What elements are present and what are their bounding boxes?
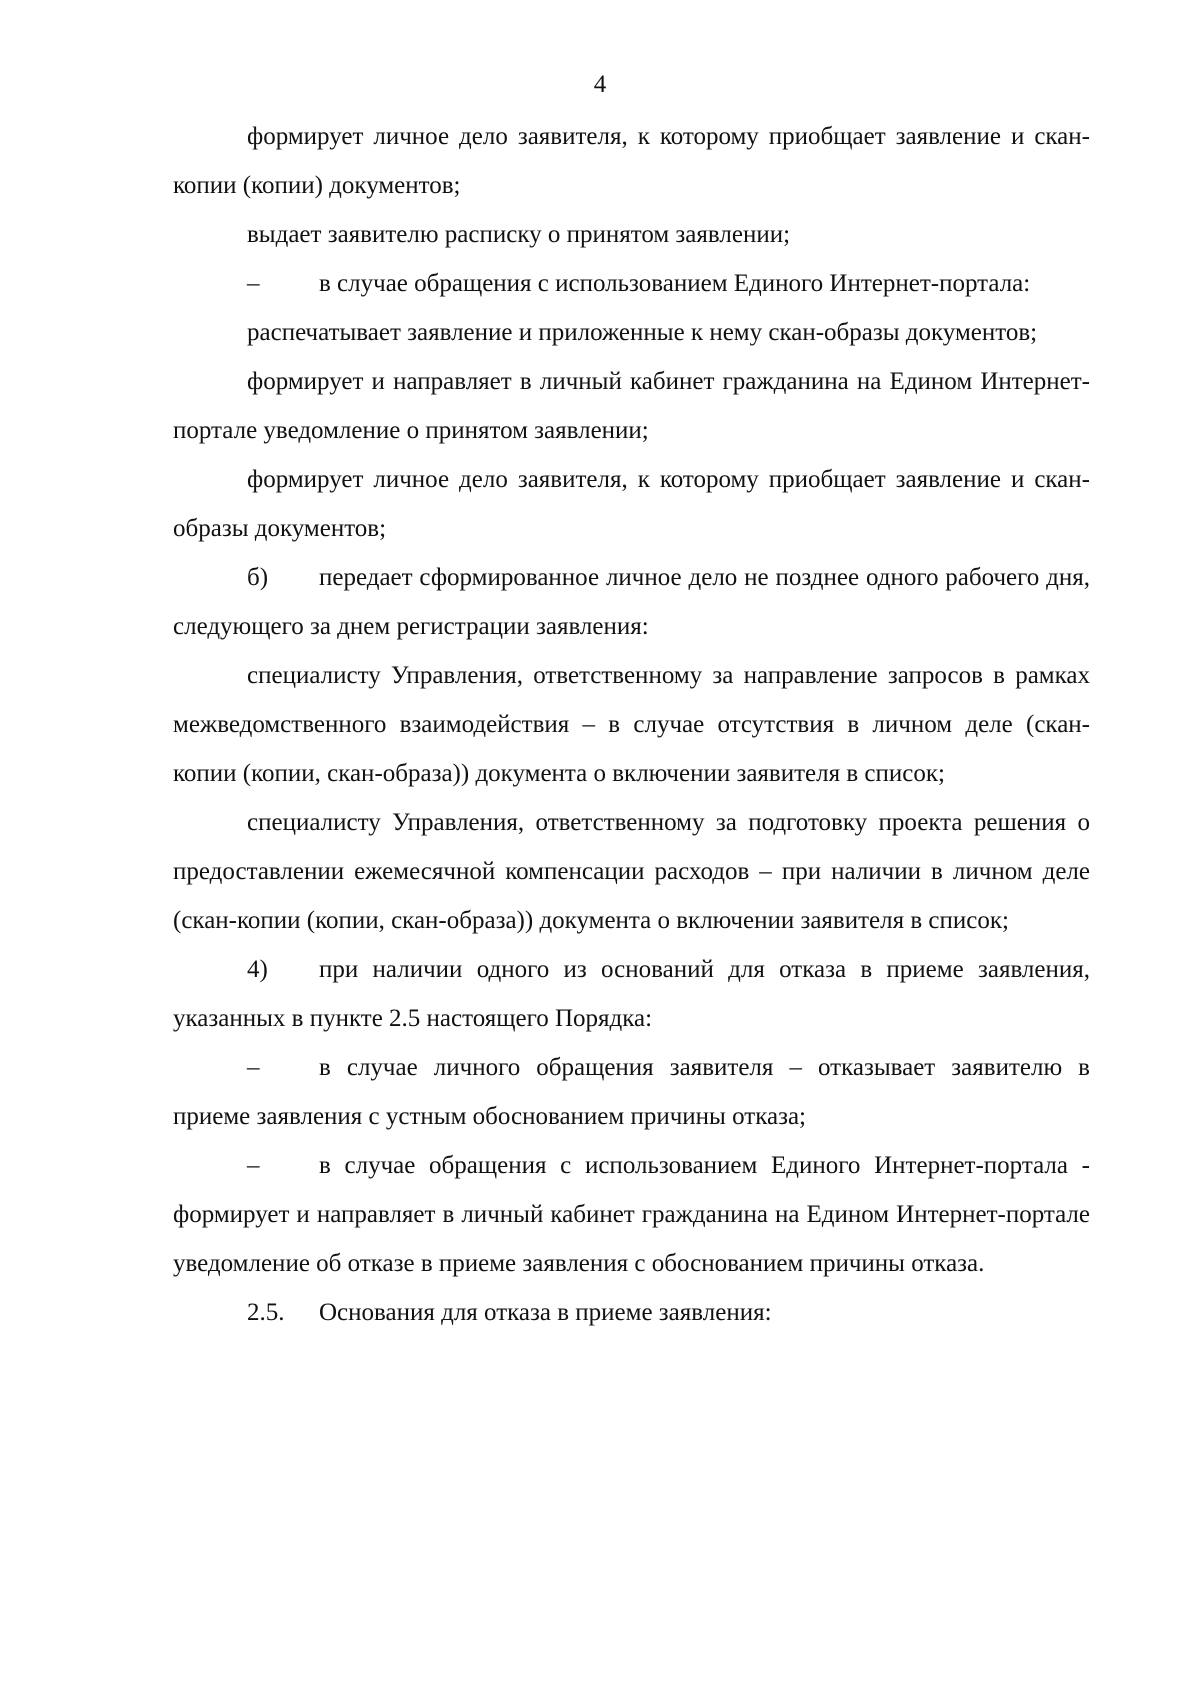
paragraph-7-text: передает сформированное личное дело не позднее одного рабочего дня, следующего за днем регистрации заявления: [173,564,1090,640]
paragraph-2-text: выдает заявителю расписку о принятом заявлении; [247,221,791,248]
paragraph-6 [173,455,1090,553]
paragraph-9-text: специалисту Управления, ответственному за подготовку проекта решения о предоставлении ежемесячной компенсации расходов – при наличии в личном деле (скан-копии (копии, скан-образа)) документа о включении заявителя в список; [173,809,1090,934]
paragraph-11 [173,1043,1090,1141]
paragraph-8 [173,651,1090,798]
paragraph-3-text: в случае обращения с использованием Единого Интернет-портала: [319,270,1031,297]
paragraph-3 [173,259,1090,308]
document-body [173,112,1090,1337]
paragraph-4-text: распечатывает заявление и приложенные к нему скан-образы документов; [247,319,1038,346]
paragraph-13-marker: 2.5. [247,1299,285,1326]
paragraph-11-text: в случае личного обращения заявителя – отказывает заявителю в приеме заявления с устным обоснованием причины отказа; [173,1054,1090,1130]
paragraph-8-text: специалисту Управления, ответственному за направление запросов в рамках межведомственного взаимодействия – в случае отсутствия в личном деле (скан-копии (копии, скан-образа)) документа о включении заявителя в список; [173,662,1090,787]
paragraph-4 [173,308,1090,357]
paragraph-10-text: при наличии одного из оснований для отказа в приеме заявления, указанных в пункте 2.5 настоящего Порядка: [173,956,1090,1032]
paragraph-1 [173,112,1090,210]
paragraph-10-marker: 4) [247,956,268,983]
paragraph-9 [173,798,1090,945]
page-number: 4 [593,71,607,98]
paragraph-12-marker: – [247,1152,260,1179]
paragraph-10 [173,945,1090,1043]
paragraph-11-marker: – [247,1054,260,1081]
paragraph-12-text: в случае обращения с использованием Единого Интернет-портала - формирует и направляет в личный кабинет гражданина на Едином Интернет-портале уведомление об отказе в приеме заявления с обоснованием причины отказа. [173,1152,1090,1277]
paragraph-5-text: формирует и направляет в личный кабинет гражданина на Едином Интернет-портале уведомление о принятом заявлении; [173,368,1090,444]
paragraph-1-text: формирует личное дело заявителя, к которому приобщает заявление и скан-копии (копии) документов; [173,123,1090,199]
paragraph-7-marker: б) [247,564,269,591]
paragraph-13-text: Основания для отказа в приеме заявления: [319,1299,772,1326]
paragraph-2 [173,210,1090,259]
paragraph-13 [173,1288,1090,1337]
paragraph-12 [173,1141,1090,1288]
paragraph-5 [173,357,1090,455]
paragraph-7 [173,553,1090,651]
paragraph-3-marker: – [247,270,260,297]
paragraph-6-text: формирует личное дело заявителя, к которому приобщает заявление и скан-образы документов; [173,466,1090,542]
